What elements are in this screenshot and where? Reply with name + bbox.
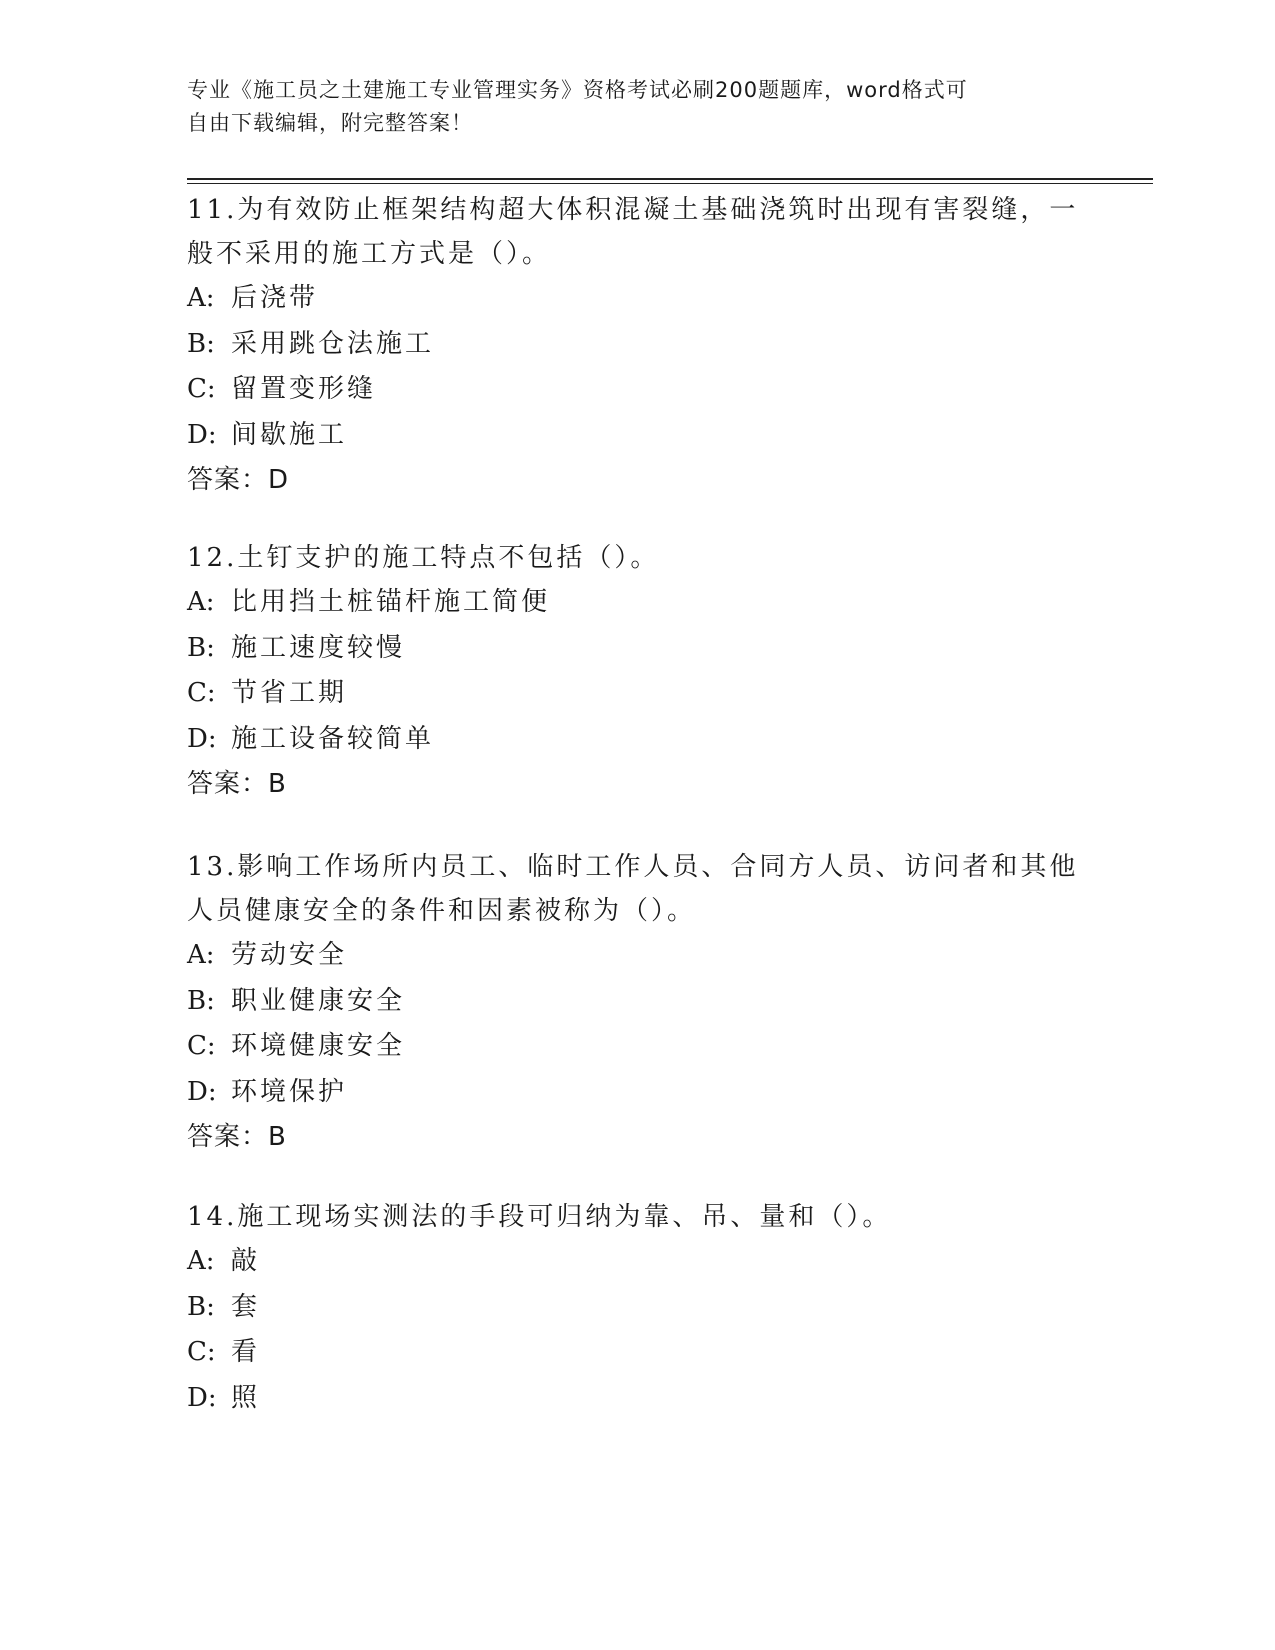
- option-letter: B:: [187, 985, 215, 1016]
- option-letter: D:: [187, 1076, 217, 1107]
- option-letter: A:: [187, 940, 215, 970]
- option-b: [187, 322, 1087, 368]
- option-text: 节省工期: [231, 678, 348, 708]
- option-letter: C:: [187, 678, 216, 708]
- option-text: 后浇带: [231, 283, 319, 313]
- option-text: 施工设备较简单: [231, 723, 435, 754]
- question-stem-line: 14.施工现场实测法的手段可归纳为靠、吊、量和（）。: [187, 1202, 892, 1232]
- header-divider-thick: [187, 178, 1153, 180]
- answer-line: 答案：D: [187, 465, 290, 495]
- option-text: 比用挡土桩锚杆施工简便: [231, 587, 551, 617]
- header-divider-thin: [187, 183, 1153, 184]
- header-line-1: 专业《施工员之土建施工专业管理实务》资格考试必刷200题题库，word格式可: [187, 78, 968, 102]
- option-text: 间歇施工: [231, 419, 348, 450]
- option-a: [187, 580, 1087, 626]
- option-letter: C:: [187, 1031, 216, 1061]
- question-13: [187, 845, 1087, 1160]
- answer-line: 答案：B: [187, 769, 287, 799]
- question-stem-line: 13.影响工作场所内员工、临时工作人员、合同方人员、访问者和其他: [187, 852, 1079, 882]
- option-letter: A:: [187, 587, 215, 617]
- question-11: [187, 188, 1087, 503]
- option-c: [187, 367, 1087, 413]
- option-d: [187, 1070, 1087, 1116]
- option-letter: A:: [187, 283, 215, 313]
- option-text: 环境健康安全: [231, 1031, 406, 1061]
- option-text: 留置变形缝: [231, 374, 377, 404]
- option-c: [187, 1024, 1087, 1070]
- option-letter: B:: [187, 1291, 215, 1322]
- option-letter: D:: [187, 723, 217, 754]
- option-text: 劳动安全: [231, 940, 348, 970]
- option-text: 照: [231, 1382, 261, 1413]
- option-d: [187, 717, 1087, 763]
- option-a: [187, 276, 1087, 322]
- option-text: 采用跳仓法施工: [231, 328, 435, 359]
- option-text: 看: [231, 1337, 261, 1367]
- question-stem-line: 人员健康安全的条件和因素被称为（）。: [187, 896, 697, 926]
- question-stem-line: 11.为有效防止框架结构超大体积混凝土基础浇筑时出现有害裂缝，一: [187, 195, 1079, 225]
- option-a: [187, 1239, 1087, 1285]
- option-letter: B:: [187, 632, 215, 663]
- option-letter: C:: [187, 374, 216, 404]
- option-text: 环境保护: [231, 1076, 348, 1107]
- question-14: [187, 1195, 1087, 1421]
- option-letter: C:: [187, 1337, 216, 1367]
- option-text: 套: [231, 1291, 261, 1322]
- header-line-2: 自由下载编辑，附完整答案！: [187, 111, 473, 135]
- option-d: [187, 413, 1087, 459]
- question-stem-line: 12.土钉支护的施工特点不包括（）。: [187, 543, 660, 573]
- question-12: [187, 536, 1087, 807]
- option-text: 敲: [231, 1246, 261, 1276]
- option-letter: D:: [187, 419, 217, 450]
- option-a: [187, 933, 1087, 979]
- option-text: 职业健康安全: [231, 985, 406, 1016]
- option-b: [187, 626, 1087, 672]
- option-d: [187, 1376, 1087, 1422]
- option-letter: B:: [187, 328, 215, 359]
- answer-line: 答案：B: [187, 1122, 287, 1152]
- option-c: [187, 1330, 1087, 1376]
- option-b: [187, 1285, 1087, 1331]
- option-letter: A:: [187, 1246, 215, 1276]
- option-text: 施工速度较慢: [231, 632, 406, 663]
- question-stem-line: 般不采用的施工方式是（）。: [187, 239, 552, 269]
- option-b: [187, 979, 1087, 1025]
- document-header: [187, 74, 1067, 140]
- option-c: [187, 671, 1087, 717]
- option-letter: D:: [187, 1382, 217, 1413]
